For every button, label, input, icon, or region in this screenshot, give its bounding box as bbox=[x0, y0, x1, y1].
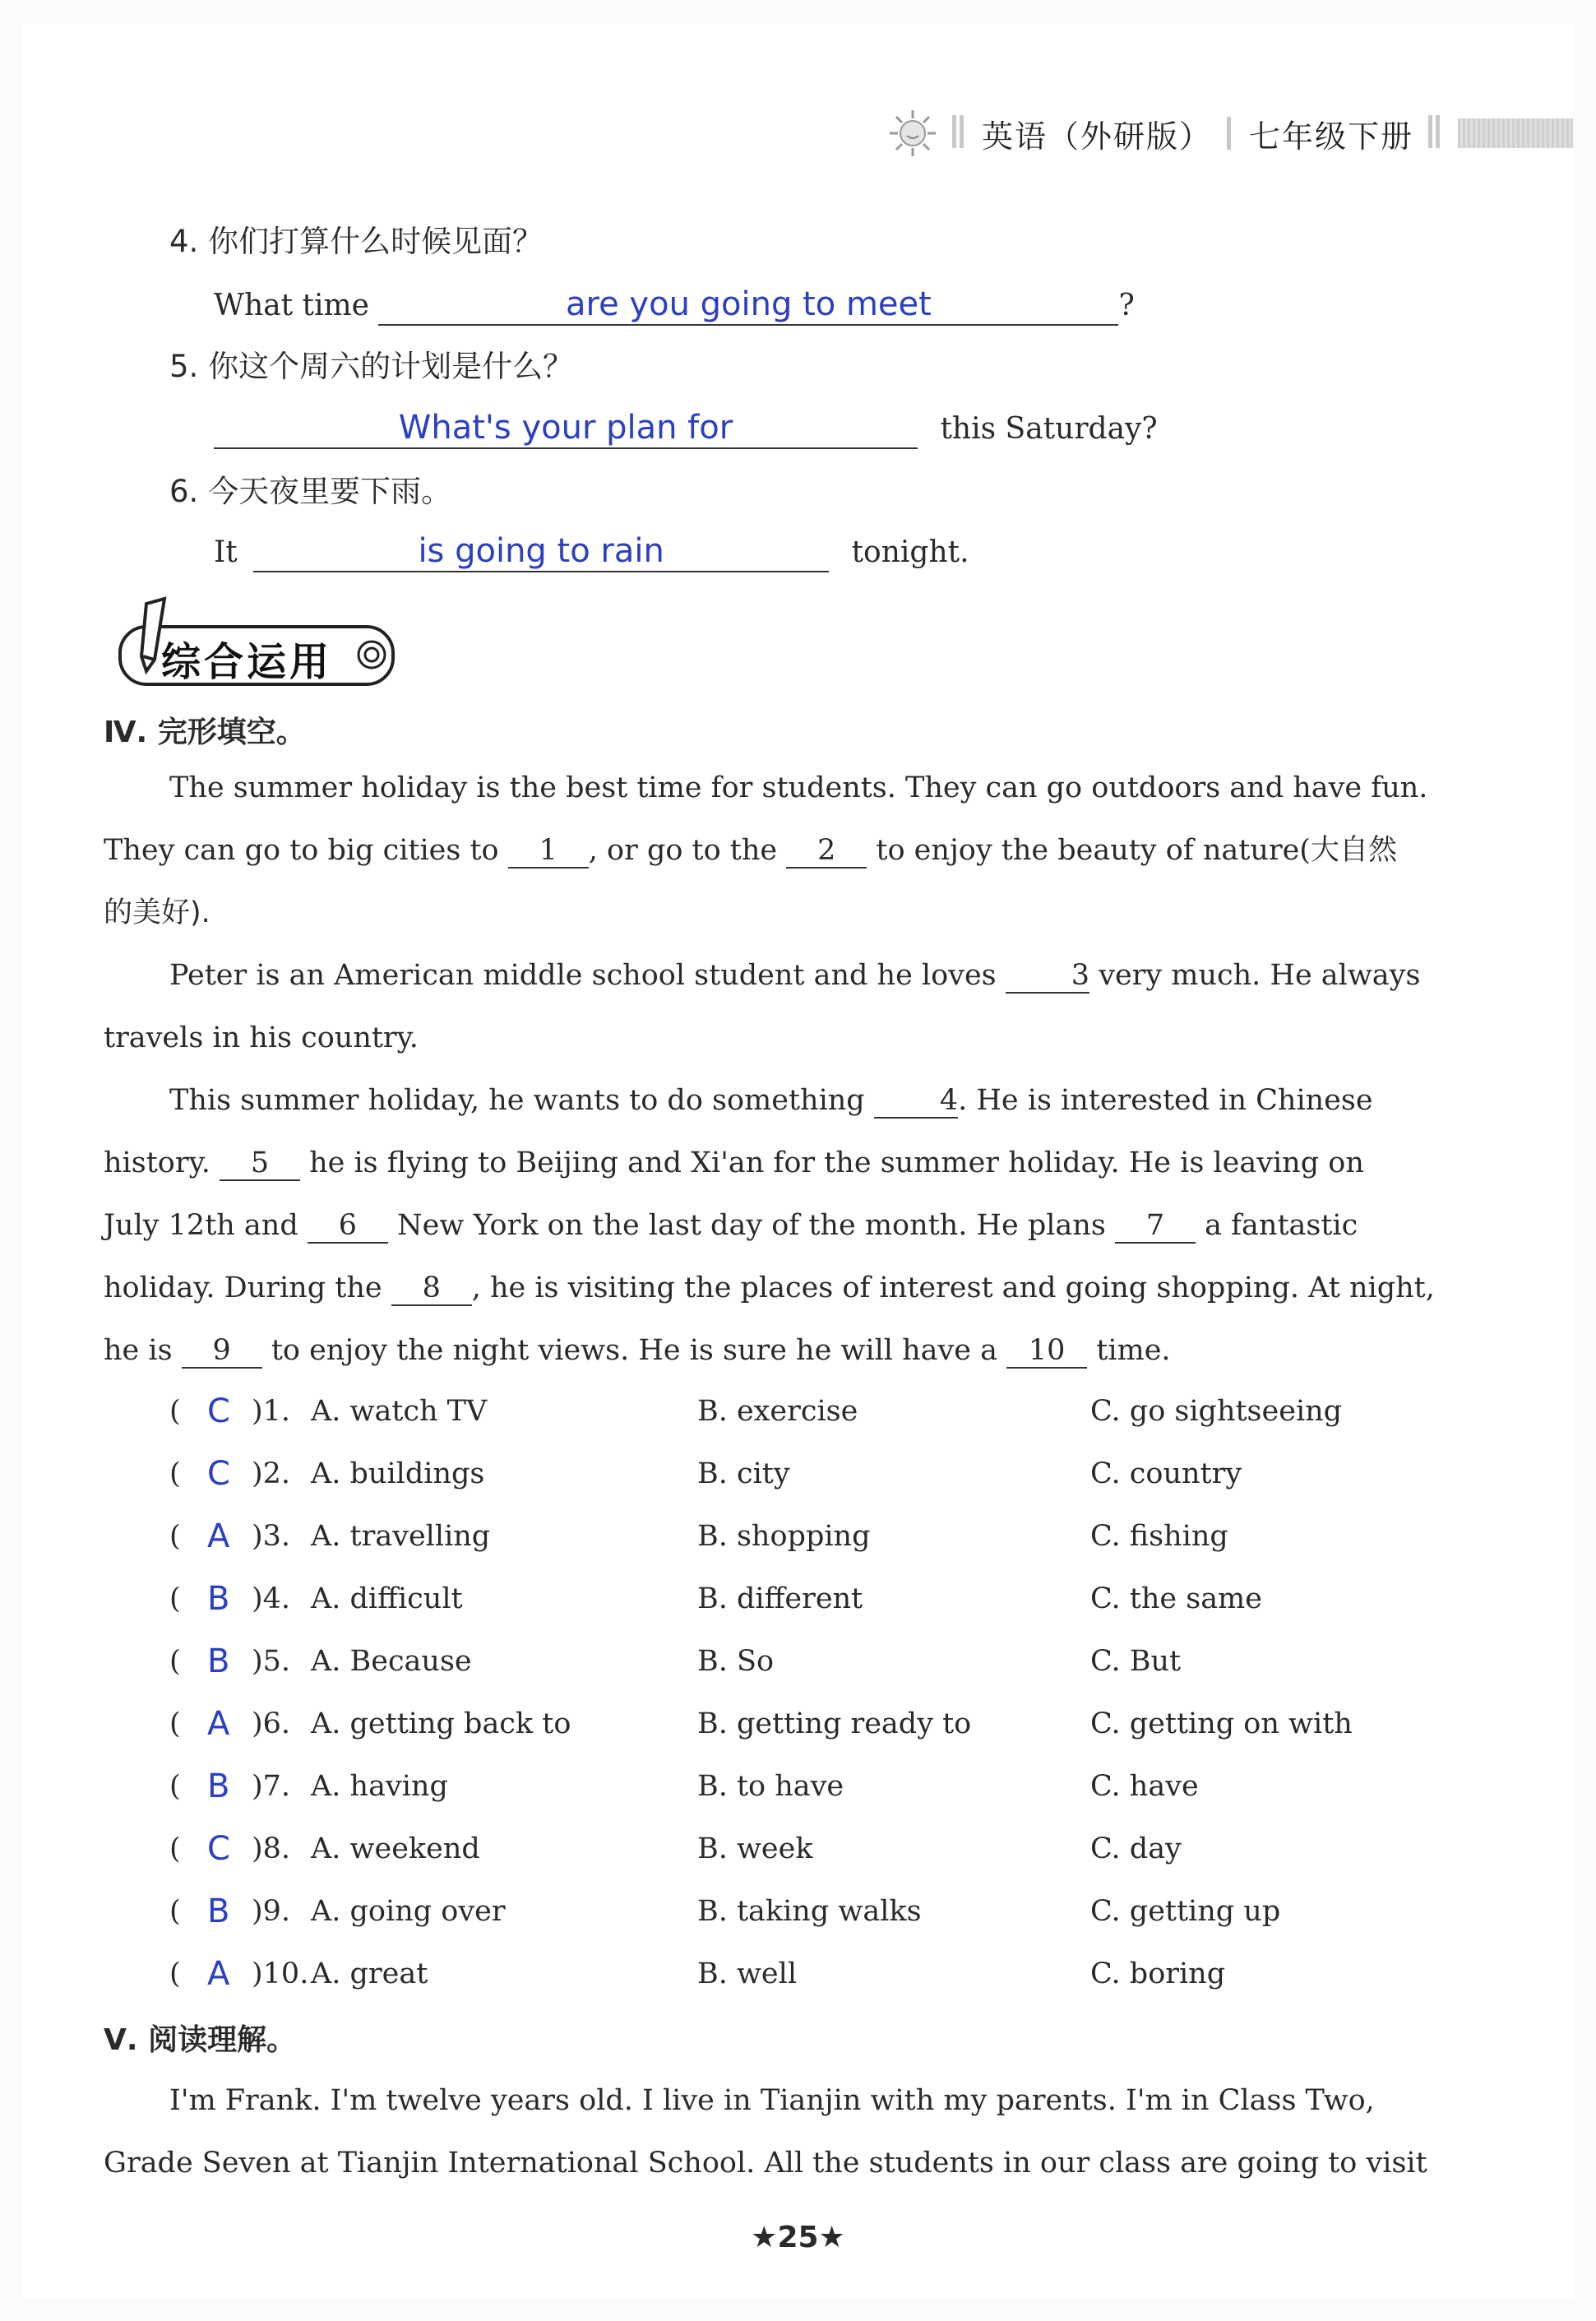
header-decoration bbox=[1458, 118, 1573, 148]
section-4-title: Ⅳ. 完形填空。 bbox=[104, 716, 306, 749]
answer-choice: C bbox=[207, 1392, 230, 1430]
blank-3: 3 bbox=[1006, 959, 1089, 994]
blank-5: 5 bbox=[220, 1147, 300, 1181]
answer-6: is going to rain bbox=[418, 532, 664, 570]
option-row: ( B )7. A. having B. to have C. have bbox=[169, 1762, 1452, 1811]
blank-10: 10 bbox=[1006, 1334, 1087, 1369]
option-row: ( B )4. A. difficult B. different C. the same bbox=[169, 1574, 1452, 1624]
star-icon: ★ bbox=[818, 2221, 845, 2254]
answer-choice: C bbox=[207, 1830, 230, 1868]
book-title: 英语（外研版） bbox=[981, 118, 1212, 155]
section-banner-title: 综合运用 bbox=[161, 639, 333, 685]
option-row: ( C )1. A. watch TV B. exercise C. go sightseeing bbox=[169, 1387, 1452, 1436]
blank-4: 4 bbox=[874, 1084, 958, 1119]
blank-6: 6 bbox=[308, 1209, 388, 1244]
option-row: ( A )3. A. travelling B. shopping C. fishing bbox=[169, 1512, 1452, 1561]
blank-2: 2 bbox=[786, 834, 867, 869]
option-row: ( C )8. A. weekend B. week C. day bbox=[169, 1824, 1452, 1874]
answer-choice: A bbox=[207, 1517, 230, 1555]
blank-1: 1 bbox=[508, 834, 589, 869]
answer-choice: B bbox=[207, 1892, 230, 1930]
option-row: ( A )10. A. great B. well C. boring bbox=[169, 1949, 1452, 1999]
answer-choice: B bbox=[207, 1580, 230, 1618]
answer-choice: B bbox=[207, 1767, 230, 1805]
answer-choice: A bbox=[207, 1705, 230, 1743]
question-5-english: What's your plan for this Saturday? bbox=[214, 410, 1158, 449]
cloze-passage: The summer holiday is the best time for students. They can go outdoors and have fun. They can go to big cities to 1 , or go to the 2 to enjoy the beauty of nature(大自然 的美好). Peter is an American middle school student and he loves 3 very much. He always travels in his country. This summer holiday, he wants to do something 4. He is interested in Chinese history. 5 he is flying to Beijing and Xi'an for the summer holiday. He is leaving on July 12th and 6 New York on the last day of the month. He plans 7 a fantastic holiday. During the 8 , he is visiting the places of interest and going shopping. At night, he is 9 to enjoy the night views. He is sure he will have a 10 time. bbox=[104, 771, 1435, 1367]
star-icon: ★ bbox=[751, 2221, 778, 2254]
page-header bbox=[888, 109, 1573, 158]
option-row: ( B )5. A. Because B. So C. But bbox=[169, 1637, 1452, 1686]
section-5-title: Ⅴ. 阅读理解。 bbox=[104, 2023, 297, 2057]
answer-4: are you going to meet bbox=[566, 285, 932, 323]
sun-icon bbox=[888, 109, 937, 158]
question-6-english: It is going to rain tonight. bbox=[214, 533, 969, 572]
target-icon bbox=[355, 638, 388, 671]
answer-choice: C bbox=[207, 1455, 230, 1493]
question-4-chinese: 4. 你们打算什么时候见面？ bbox=[169, 224, 544, 259]
blank-7: 7 bbox=[1115, 1209, 1196, 1244]
option-row: ( B )9. A. going over B. taking walks C. getting up bbox=[169, 1887, 1452, 1936]
reading-passage: I'm Frank. I'm twelve years old. I live in Tianjin with my parents. I'm in Class Two, Grade Seven at Tianjin International School. All the students in our class are going to visit bbox=[104, 2084, 1427, 2180]
book-grade: 七年级下册 bbox=[1248, 118, 1413, 155]
section-banner bbox=[104, 595, 391, 684]
blank-9: 9 bbox=[182, 1334, 262, 1369]
answer-5: What's your plan for bbox=[398, 409, 733, 447]
question-4-english: What time are you going to meet ? bbox=[214, 286, 1135, 326]
option-row: ( C )2. A. buildings B. city C. country bbox=[169, 1449, 1452, 1499]
option-row: ( A )6. A. getting back to B. getting ready to C. getting on with bbox=[169, 1699, 1452, 1749]
answer-choice: A bbox=[207, 1955, 230, 1993]
question-6-chinese: 6. 今天夜里要下雨。 bbox=[169, 474, 452, 509]
answer-choice: B bbox=[207, 1642, 230, 1680]
page-number: ★25★ bbox=[751, 2221, 845, 2254]
question-5-chinese: 5. 你这个周六的计划是什么？ bbox=[169, 349, 574, 384]
blank-8: 8 bbox=[391, 1272, 472, 1306]
